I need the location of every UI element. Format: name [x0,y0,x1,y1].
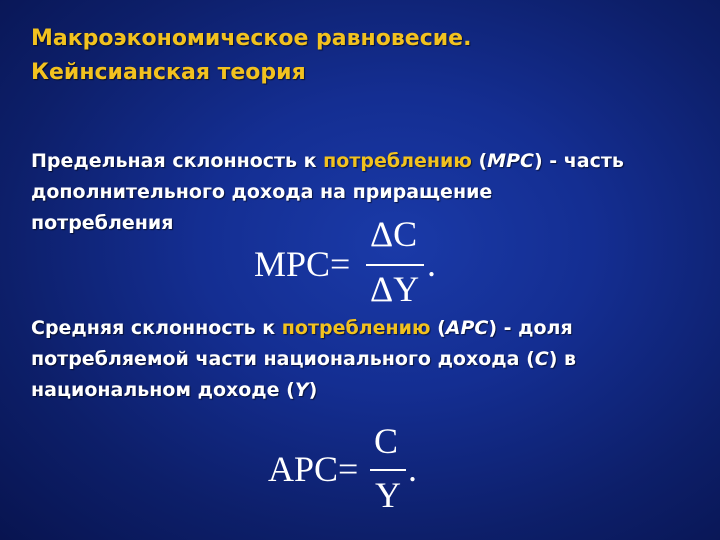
mpc-formula-numerator: ΔC [370,214,418,254]
apc-line2-start: потребляемой части национального дохода ( [31,348,535,370]
slide-title [31,22,471,90]
mpc-definition [31,146,624,239]
mpc-open-paren: ( [471,150,488,172]
apc-line2-end: ) в [548,348,577,370]
mpc-text-start: Предельная склонность к [31,150,324,172]
apc-var-c: C [534,348,549,370]
mpc-abbrev: MPC [487,150,534,172]
apc-definition [31,313,576,406]
apc-definition-line-1 [31,313,576,344]
mpc-formula-lhs: MPC= [254,244,351,284]
mpc-definition-line-1 [31,146,624,177]
apc-accent-word: потреблению [281,317,431,339]
apc-abbrev: APC [445,317,489,339]
apc-definition-line-2 [31,344,576,375]
title-line-1: Макроэкономическое равновесие. [31,26,472,51]
apc-definition-line-3 [31,375,576,406]
apc-open-paren: ( [430,317,446,339]
apc-formula-lhs: APC= [268,449,359,489]
title-line-2: Кейнсианская теория [31,60,306,85]
apc-text-end: ) - доля [488,317,573,339]
mpc-formula-dot: . [427,244,436,284]
apc-line3-end: ) [308,379,318,401]
mpc-fraction-bar [366,264,424,266]
apc-formula-denominator: Y [375,475,401,515]
mpc-accent-word: потреблению [323,150,472,172]
apc-formula-dot: . [408,449,417,489]
apc-fraction-bar [370,469,406,471]
apc-line3-start: национальном доходе ( [31,379,295,401]
apc-formula-numerator: C [374,421,399,461]
mpc-definition-line-2: дополнительного дохода на приращение [31,181,493,203]
mpc-definition-line-3: потребления [31,212,174,234]
apc-var-y: Y [294,379,309,401]
apc-text-start: Средняя склонность к [31,317,282,339]
mpc-formula-denominator: ΔY [370,269,420,309]
mpc-text-end: ) - часть [533,150,624,172]
